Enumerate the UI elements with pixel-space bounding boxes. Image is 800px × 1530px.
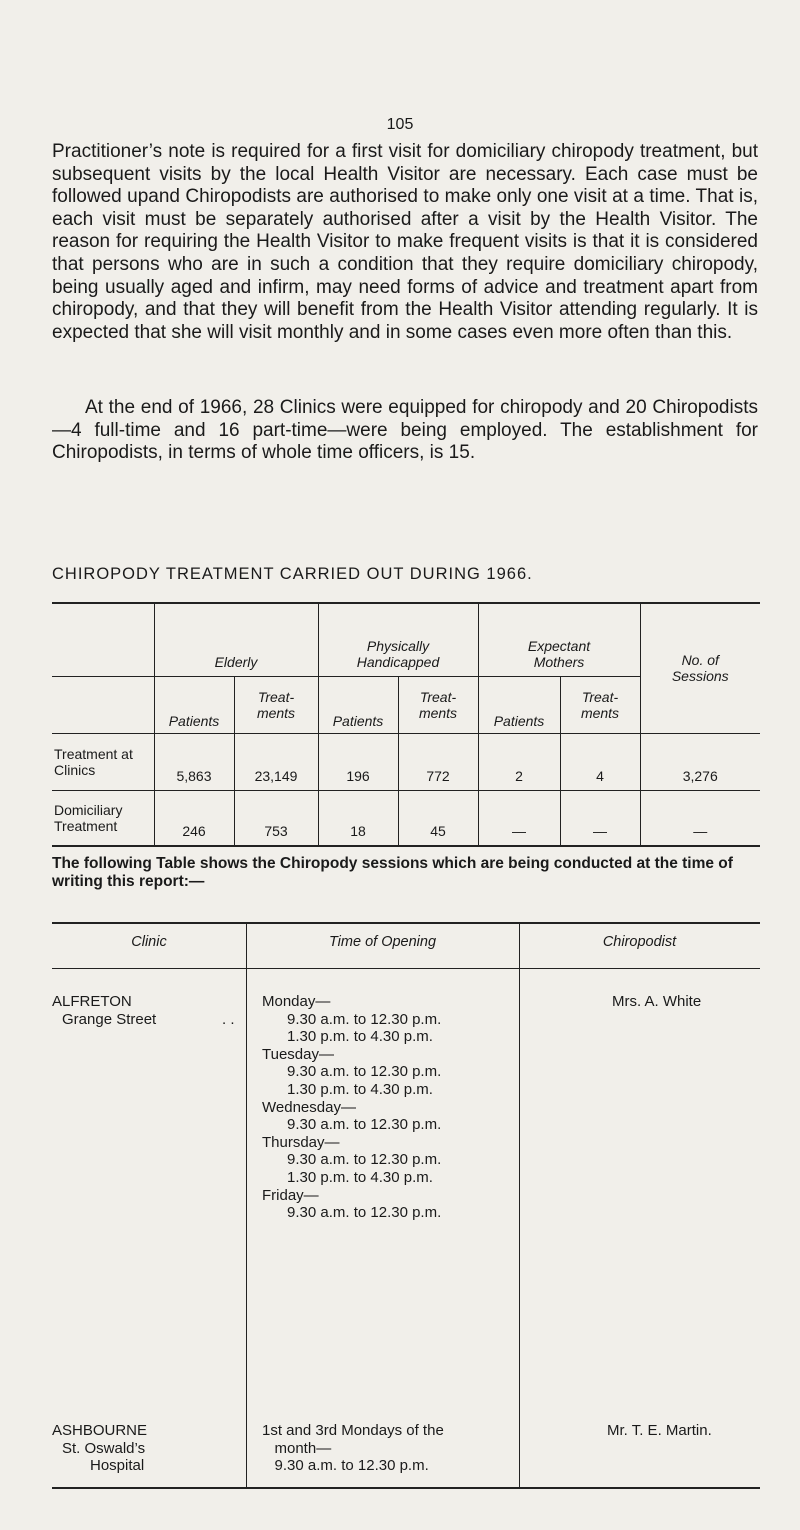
corner-cell-lower [52, 676, 154, 733]
corner-cell [52, 603, 154, 676]
sub-header-treatments [560, 676, 640, 733]
sessions-header-text: No. of Sessions [671, 652, 729, 685]
column-divider [246, 922, 247, 1487]
sub-header-patients: Patients [478, 676, 560, 733]
sub-header-treatments-text: Treat- ments [256, 688, 296, 721]
row-label-text: Treatment at Clinics [54, 745, 133, 778]
table-rule-top [52, 922, 760, 924]
sub-header-treatments-text: Treat- ments [580, 688, 620, 721]
treatment-table [52, 602, 760, 847]
table-cell: 5,863 [154, 733, 234, 790]
clinic-name: ASHBOURNE [52, 1422, 148, 1439]
sub-header-patients: Patients [154, 676, 234, 733]
header-time-of-opening: Time of Opening [328, 934, 437, 950]
table-cell: 772 [398, 733, 478, 790]
table-cell: — [478, 790, 560, 846]
row-label-text: Domiciliary Treatment [54, 801, 123, 834]
paragraph-domiciliary-visits: Practitioner’s note is required for a first visit for domiciliary chiropody treatment, but subsequent visits by the local Health Visitor are necessary. Each case must be followed upand Chiropodists are authorised to make only one visit at a time. That is, each visit must be separately authorised after a visit by the Health Visitor. The reason for requiring the Health Visitor to make frequent visits is that it is considered that persons who are in such a condition that they require domiciliary chiropody, being usually aged and infirm, may need forms of advice and treatment apart from chiropody, and that they will benefit from the Health Visitor attending regularly. It is expected that she will visit monthly and in some cases even more often than this. [52, 141, 758, 343]
table-cell: 2 [478, 733, 560, 790]
table-row [52, 733, 760, 790]
page-number: 105 [386, 116, 414, 133]
treatment-table-title: CHIROPODY TREATMENT CARRIED OUT DURING 1966. [52, 565, 533, 583]
column-divider [519, 922, 520, 1487]
group-header-physically-handicapped-text: Physically Handicapped [356, 637, 440, 670]
clinic-schedule: Monday— 9.30 a.m. to 12.30 p.m. 1.30 p.m. to 4.30 p.m. Tuesday— 9.30 a.m. to 12.30 p.m. 1.30 p.m. to 4.30 p.m. Wednesday— 9.30 a.m. to 12.30 p.m. Thursday— 9.30 a.m. to 12.30 p.m. 1.30 p.m. to 4.30 p.m. Friday— 9.30 a.m. to 12.30 p.m. [262, 993, 442, 1222]
table-cell: — [640, 790, 760, 846]
table-cell: 23,149 [234, 733, 318, 790]
header-chiropodist: Chiropodist [602, 934, 677, 950]
group-header-expectant-mothers-text: Expectant Mothers [527, 637, 591, 670]
group-header-expectant-mothers [478, 603, 640, 676]
clinic-place: Grange Street [62, 1011, 157, 1028]
clinic-place: St. Oswald’s [62, 1440, 146, 1457]
header-clinic: Clinic [131, 934, 167, 950]
table-cell: 4 [560, 733, 640, 790]
table-cell: 196 [318, 733, 398, 790]
table-cell: 753 [234, 790, 318, 846]
sub-header-treatments-text: Treat- ments [418, 688, 458, 721]
group-header-physically-handicapped [318, 603, 478, 676]
paragraph-clinics-1966: At the end of 1966, 28 Clinics were equipped for chiropody and 20 Chiropodists—4 full-time and 16 part-time—were being employed. The establishment for Chiropodists, in terms of whole time officers, is 15. [52, 397, 758, 464]
sessions-intro: The following Table shows the Chiropody sessions which are being conducted at the time of writing this report:— [52, 855, 733, 890]
clinic-place-line2: Hospital [90, 1457, 145, 1474]
row-label [52, 790, 154, 846]
clinic-name: ALFRETON [52, 993, 132, 1010]
sessions-table [52, 922, 760, 1530]
sessions-header [640, 603, 760, 733]
table-rule-header [52, 968, 760, 969]
table-cell: 3,276 [640, 733, 760, 790]
row-label [52, 733, 154, 790]
table-cell: — [560, 790, 640, 846]
table-cell: 246 [154, 790, 234, 846]
group-header-elderly: Elderly [154, 603, 318, 676]
clinic-leader-dots: . . [222, 1011, 235, 1028]
table-row [52, 790, 760, 846]
sub-header-treatments [398, 676, 478, 733]
table-cell: 45 [398, 790, 478, 846]
sub-header-patients: Patients [318, 676, 398, 733]
clinic-schedule: 1st and 3rd Mondays of the month— 9.30 a.m. to 12.30 p.m. [262, 1422, 444, 1475]
table-rule-bottom [52, 1487, 760, 1489]
sub-header-treatments [234, 676, 318, 733]
table-cell: 18 [318, 790, 398, 846]
chiropodist-name: Mrs. A. White [612, 993, 702, 1010]
chiropodist-name: Mr. T. E. Martin. [607, 1422, 712, 1439]
